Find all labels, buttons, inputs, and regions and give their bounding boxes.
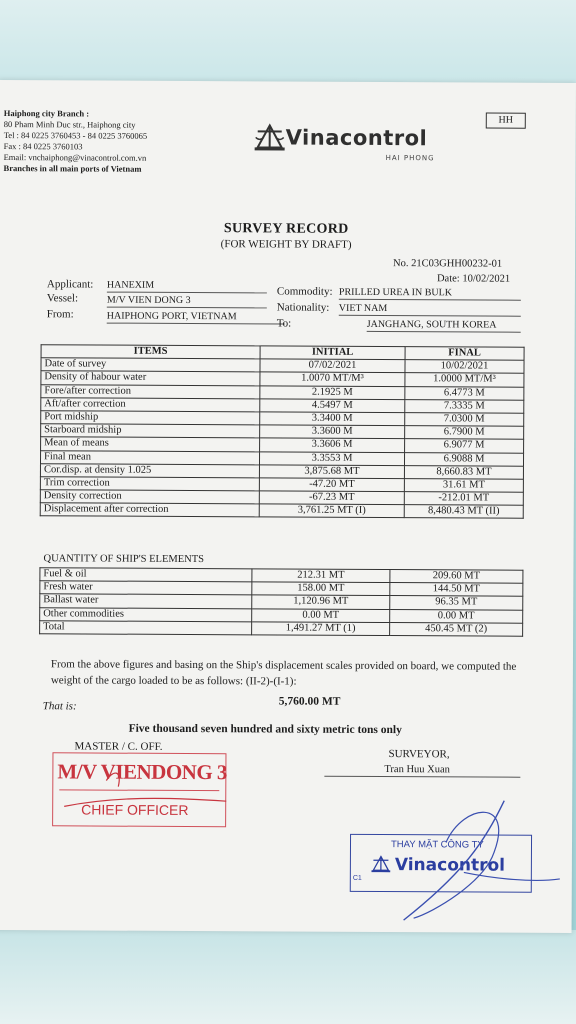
row-final: 6.4773 M — [405, 386, 524, 400]
row-item: Aft/after correction — [41, 397, 260, 411]
row-item: Other commodities — [40, 607, 252, 621]
from-value: HAIPHONG PORT, VIETNAM — [107, 311, 285, 325]
row-item: Displacement after correction — [40, 503, 259, 517]
row-item: Fuel & oil — [40, 568, 252, 582]
nationality-value: VIET NAM — [339, 303, 521, 317]
row-item: Cor.disp. at density 1.025 — [40, 463, 259, 477]
stamp-company-heading: THAY MẶT CÔNG TY — [390, 839, 484, 851]
vessel-label: Vessel: — [46, 292, 79, 305]
row-initial: 3.3400 M — [260, 412, 405, 426]
row-final: 0.00 MT — [390, 609, 523, 623]
document-title: SURVEY RECORD — [223, 221, 349, 237]
survey-document — [0, 80, 576, 933]
quantity-section-label: QUANTITY OF SHIP'S ELEMENTS — [43, 553, 204, 566]
applicant-label: Applicant: — [46, 278, 94, 291]
row-final: 8,480.43 MT (II) — [404, 505, 523, 519]
branch-email: Email: vnchaiphong@vinacontrol.com.vn — [3, 152, 147, 163]
handwritten-signatures — [0, 80, 576, 933]
surveyor-label: SURVEYOR, — [388, 748, 450, 761]
header-final: FINAL — [405, 347, 524, 361]
cargo-weight-in-words: Five thousand seven hundred and sixty metric tons only — [128, 722, 402, 737]
commodity-value: PRILLED UREA IN BULK — [339, 287, 521, 301]
row-initial: 0.00 MT — [252, 608, 390, 622]
row-item: Fore/after correction — [41, 384, 260, 398]
computation-paragraph: From the above figures and basing on the Ship's displacement scales provided on board, we computed the weight of the cargo loaded to be as follows: (II-2)-(I-1): — [50, 658, 517, 688]
row-final: 1.0000 MT/M³ — [405, 373, 524, 387]
row-initial: 1,491.27 MT (1) — [252, 622, 390, 636]
row-initial: 4.5497 M — [260, 399, 405, 413]
row-final: 144.50 MT — [390, 583, 523, 597]
row-initial: 3.3600 M — [260, 425, 405, 439]
logo-text: Vinacontrol — [285, 125, 428, 151]
row-initial: 3,761.25 MT (I) — [259, 504, 404, 518]
row-item: Trim correction — [40, 477, 259, 491]
row-final: 7.0300 M — [405, 413, 524, 427]
row-item: Mean of means — [41, 437, 260, 451]
branch-address: 80 Pham Minh Duc str., Haiphong city — [3, 119, 136, 130]
row-item: Final mean — [40, 450, 259, 464]
row-final: 7.3335 M — [405, 399, 524, 413]
row-item: Date of survey — [41, 358, 260, 372]
logo-subtitle: HAI PHONG — [385, 154, 435, 163]
row-item: Ballast water — [40, 594, 252, 608]
row-initial: 1,120.96 MT — [252, 595, 390, 609]
row-initial: 2.1925 M — [260, 385, 405, 399]
row-final: 6.7900 M — [405, 426, 524, 440]
applicant-value: HANEXIM — [107, 280, 267, 294]
reference-number: No. 21C03GHH00232-01 — [393, 258, 503, 270]
cargo-weight: 5,760.00 MT — [278, 695, 341, 708]
branch-fax: Fax : 84 0225 3760103 — [3, 141, 83, 152]
row-final: 10/02/2021 — [405, 360, 524, 374]
branch-network: Branches in all main ports of Vietnam — [3, 163, 142, 174]
header-initial: INITIAL — [260, 346, 405, 360]
row-item: Port midship — [41, 411, 260, 425]
branch-name: Haiphong city Branch : — [3, 108, 90, 119]
stamp-role: CHIEF OFFICER — [81, 801, 189, 819]
that-is-label: That is: — [42, 700, 77, 713]
row-final: 96.35 MT — [390, 596, 523, 610]
background-top — [0, 0, 576, 90]
row-final: -212.01 MT — [404, 492, 523, 506]
header-items: ITEMS — [41, 345, 260, 359]
row-item: Density correction — [40, 490, 259, 504]
to-label: To: — [276, 317, 292, 330]
row-initial: 1.0070 MT/M³ — [260, 372, 405, 386]
row-item: Density of habour water — [41, 371, 260, 385]
stamp-ship-name: M/V VIENDONG 3 — [57, 759, 228, 785]
nationality-label: Nationality: — [276, 301, 330, 314]
row-initial: 3,875.68 MT — [259, 465, 404, 479]
surveyor-name: Tran Huu Xuan — [384, 764, 450, 776]
row-initial: 3.3606 M — [260, 438, 405, 452]
row-item: Total — [40, 620, 252, 634]
vessel-value: M/V VIEN DONG 3 — [107, 295, 267, 309]
master-label: MASTER / C. OFF. — [74, 740, 163, 753]
row-initial: -67.23 MT — [259, 491, 404, 505]
to-value: JANGHANG, SOUTH KOREA — [367, 319, 521, 333]
row-initial: 07/02/2021 — [260, 359, 405, 373]
row-item: Fresh water — [40, 581, 252, 595]
row-initial: 212.31 MT — [252, 569, 390, 583]
row-final: 6.9077 M — [405, 439, 524, 453]
hh-code-box: HH — [486, 113, 526, 129]
stamp-company-logo: Vinacontrol — [394, 855, 506, 876]
row-initial: -47.20 MT — [259, 478, 404, 492]
row-final: 450.45 MT (2) — [390, 622, 523, 636]
commodity-label: Commodity: — [276, 285, 333, 298]
branch-tel: Tel : 84 0225 3760453 - 84 0225 3760065 — [3, 130, 148, 141]
from-label: From: — [46, 308, 74, 321]
row-item: Starboard midship — [41, 424, 260, 438]
row-final: 8,660.83 MT — [404, 465, 523, 479]
stamp-code: C1 — [352, 874, 362, 882]
background-bottom — [0, 930, 576, 1024]
row-final: 6.9088 M — [404, 452, 523, 466]
row-initial: 158.00 MT — [252, 582, 390, 596]
document-date: Date: 10/02/2021 — [436, 273, 511, 285]
document-subtitle: (FOR WEIGHT BY DRAFT) — [220, 238, 352, 251]
row-final: 31.61 MT — [404, 479, 523, 493]
row-final: 209.60 MT — [390, 570, 523, 584]
row-initial: 3.3553 M — [259, 451, 404, 465]
